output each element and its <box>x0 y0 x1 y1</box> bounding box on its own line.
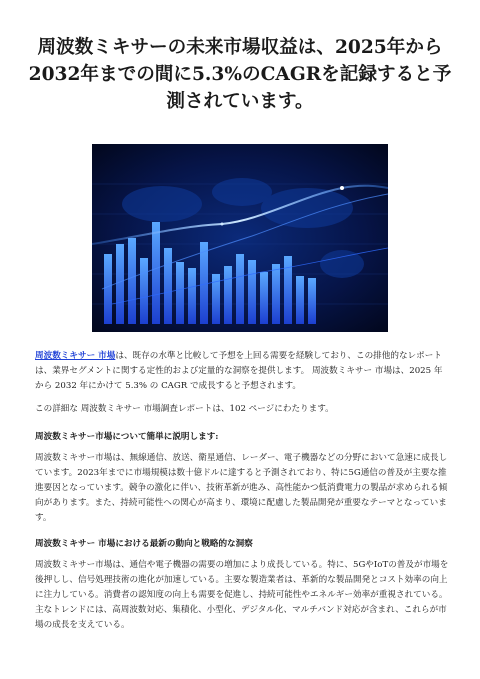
overview-paragraph <box>35 451 449 526</box>
pages-line <box>35 402 449 417</box>
trends-heading <box>35 537 449 552</box>
trends-text: 周波数ミキサー市場は、通信や電子機器の需要の増加により成長している。特に、5GやIoTの普及が市場を後押しし、信号処理技術の進化が加速している。主要な製造業者は、革新的な製品開発とコスト効率の向上に注力している。消費者の認知度の向上も需要を促進し、持続可能性やエネルギー効率が重視されている。主なトレンドには、高周波数対応、集積化、小型化、デジタル化、マルチバンド対応が含まれ、これらが市場の成長を支えている。 <box>35 560 449 630</box>
pages-line-text: この詳細な 周波数ミキサー 市場調査レポートは、102 ページにわたります。 <box>35 404 334 414</box>
overview-heading <box>35 430 449 445</box>
overview-text: 周波数ミキサー市場は、無線通信、放送、衛星通信、レーダー、電子機器などの分野において急速に成長しています。2023年までに市場規模は数十億ドルに達すると予測されており、特に5G通信の普及が主要な推進要因となっています。競争の激化に伴い、技術革新が進み、高性能かつ低消費電力の製品が求められる傾向があります。また、持続可能性への関心が高まり、環境に配慮した製品開発が重要なテーマとなっています。 <box>35 453 448 523</box>
overview-heading-text: 周波数ミキサー市場について簡単に説明します: <box>35 432 219 442</box>
trends-paragraph <box>35 558 449 633</box>
market-link[interactable]: 周波数ミキサー 市場 <box>35 351 116 361</box>
chart-bars-image <box>92 144 388 332</box>
hero-image <box>92 144 388 332</box>
trends-heading-text: 周波数ミキサー 市場における最新の動向と戦略的な洞察 <box>35 539 253 549</box>
intro-text: は、既存の水準と比較して予想を上回る需要を経験しており、この排他的なレポートは、業界セグメントに関する定性的および定量的な洞察を提供します。 周波数ミキサー 市場は、2025 年から 2032 年にかけて 5.3% の CAGR で成長すると予想されます。 <box>35 351 443 391</box>
page-title: 周波数ミキサーの未来市場収益は、2025年から2032年までの間に5.3%のCAGRを記録すると予測されています。 <box>28 37 452 112</box>
intro-paragraph <box>35 349 449 394</box>
